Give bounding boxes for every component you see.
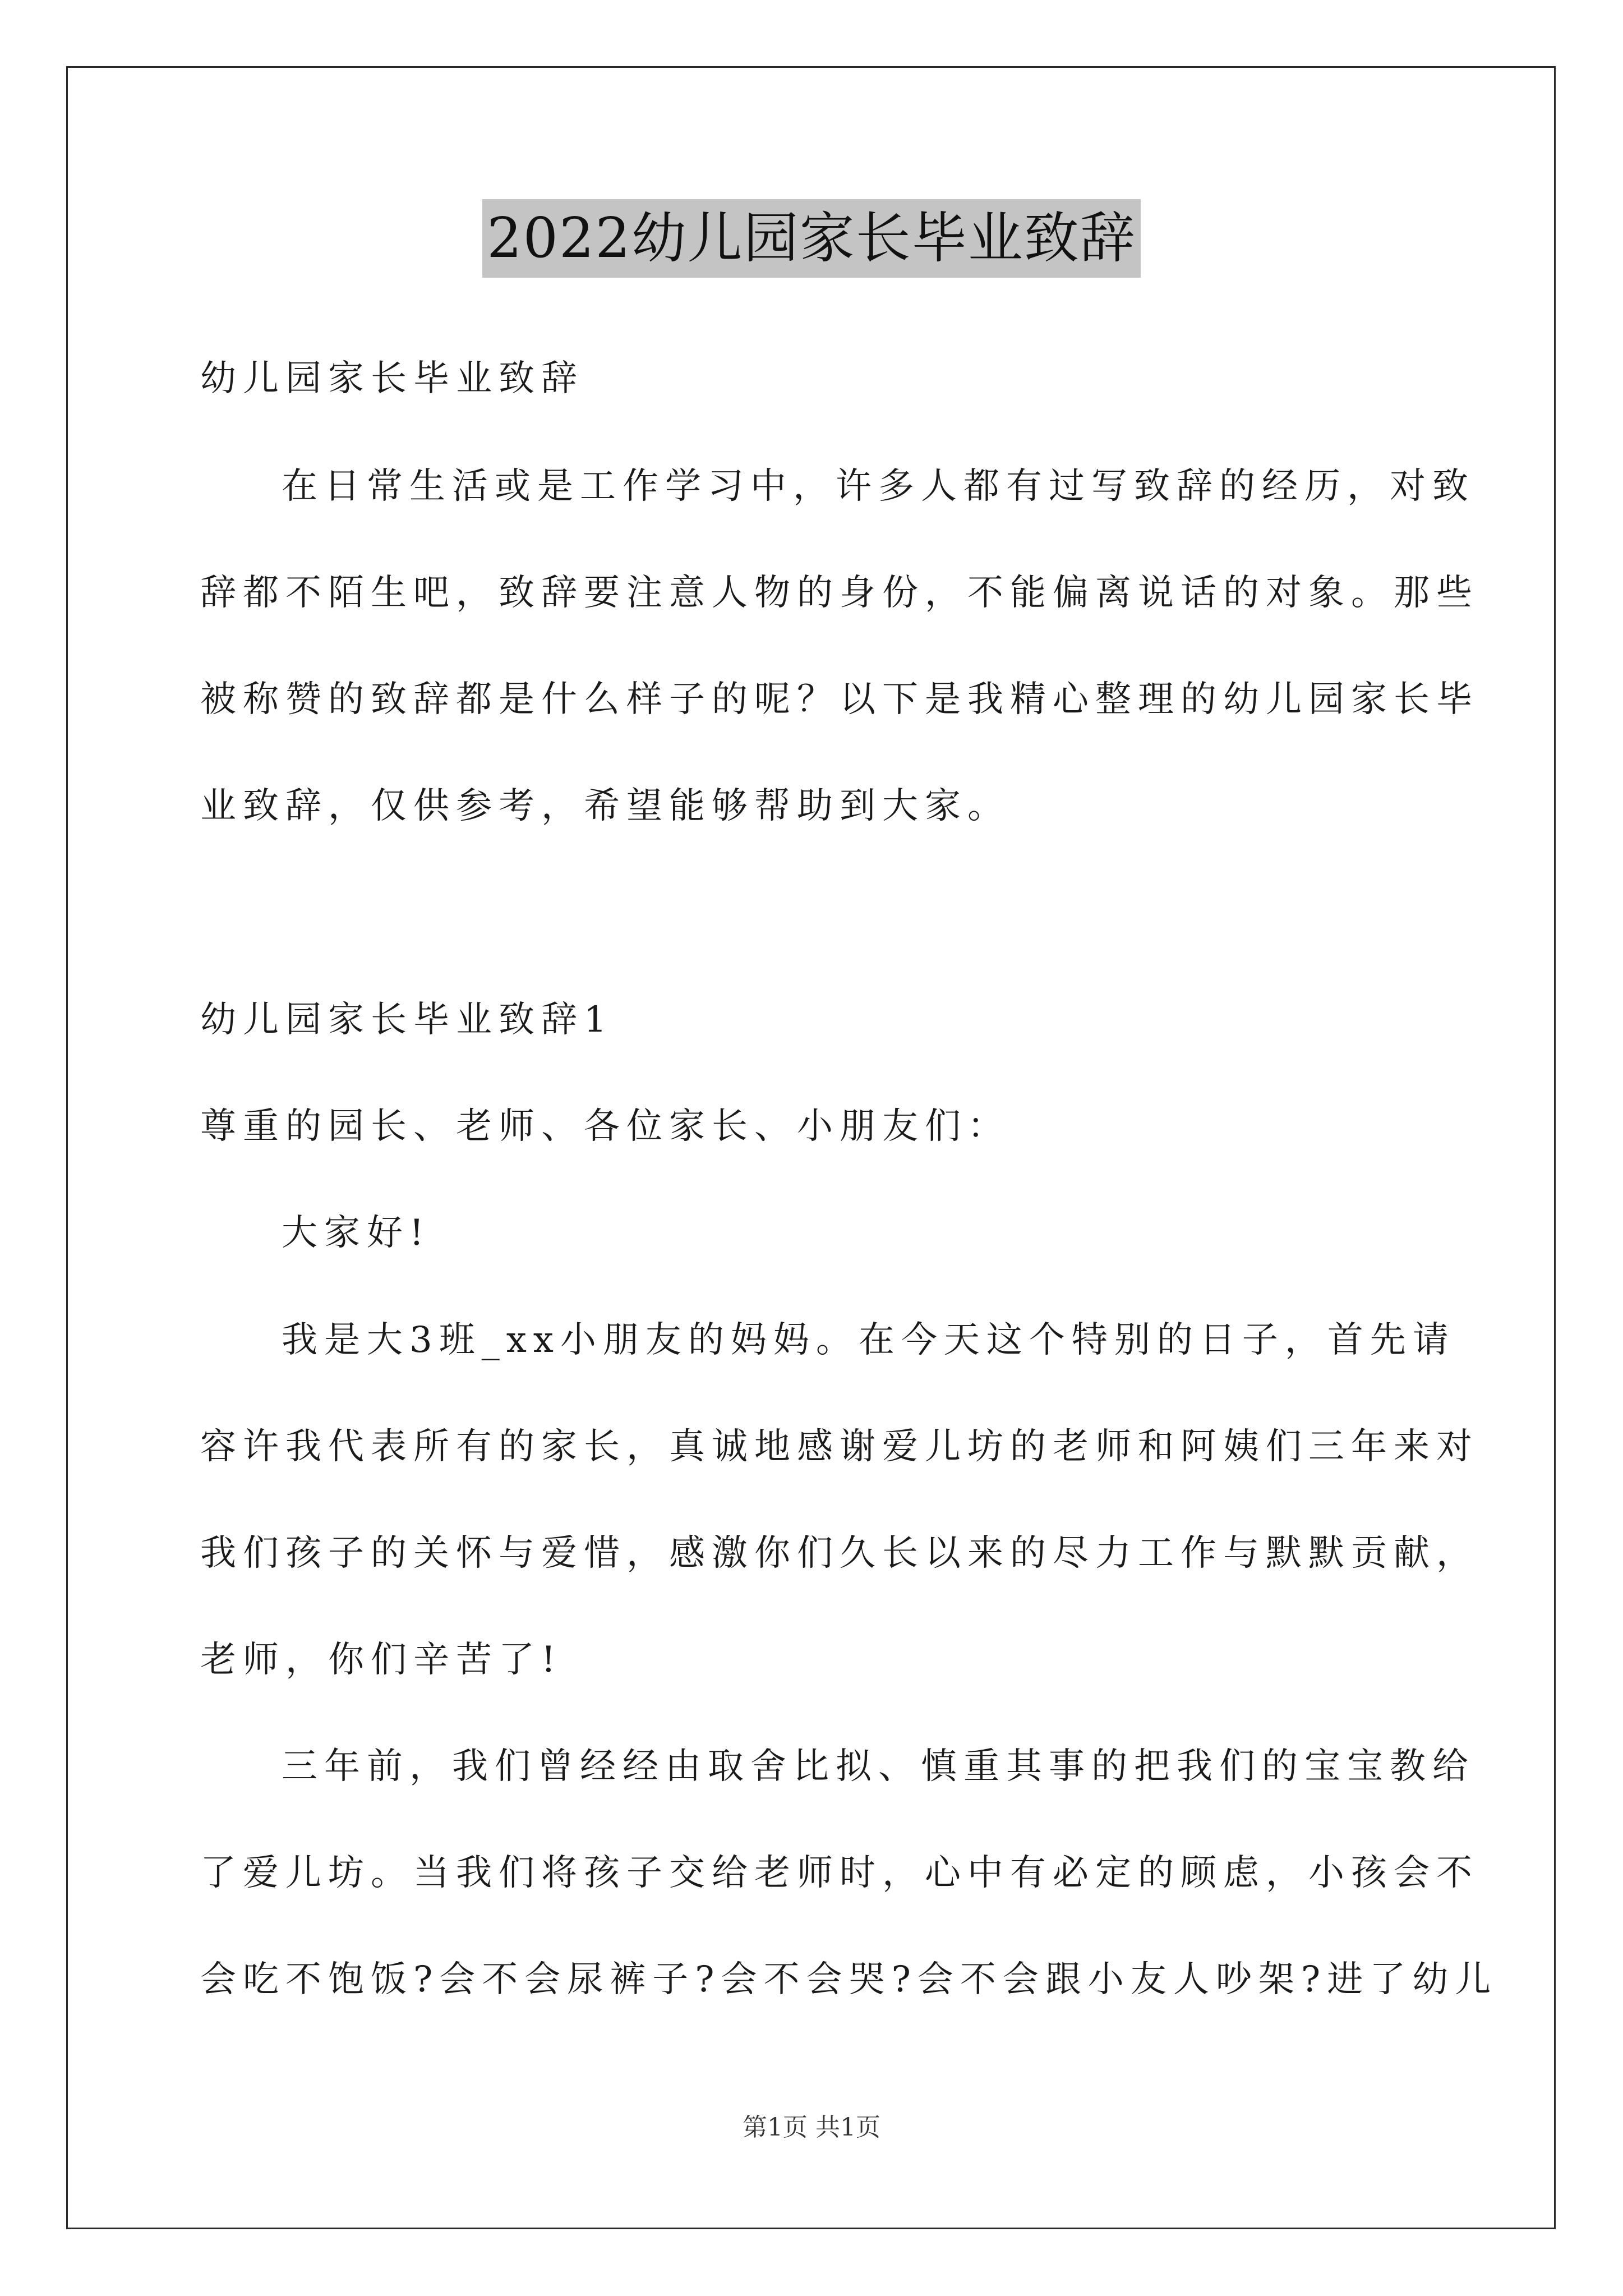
section-heading: 幼儿园家长毕业致辞1 bbox=[200, 999, 614, 1041]
paragraph-line: 会吃不饱饭?会不会尿裤子?会不会哭?会不会跟小友人吵架?进了幼儿 bbox=[200, 1959, 1498, 2000]
greeting: 大家好! bbox=[282, 1212, 431, 1254]
title-container bbox=[0, 199, 1623, 278]
paragraph-line: 业致辞，仅供参考，希望能够帮助到大家。 bbox=[200, 785, 1010, 827]
paragraph-line: 三年前，我们曾经经由取舍比拟、慎重其事的把我们的宝宝教给 bbox=[282, 1746, 1475, 1787]
subtitle: 幼儿园家长毕业致辞 bbox=[200, 358, 584, 399]
paragraph-line: 容许我代表所有的家长，真诚地感谢爱儿坊的老师和阿姨们三年来对 bbox=[200, 1426, 1479, 1467]
paragraph-line: 我们孩子的关怀与爱惜，感激你们久长以来的尽力工作与默默贡献， bbox=[200, 1533, 1479, 1574]
page-footer: 第1页 共1页 bbox=[743, 2113, 880, 2142]
paragraph-line: 在日常生活或是工作学习中，许多人都有过写致辞的经历，对致 bbox=[282, 466, 1475, 507]
paragraph-line: 了爱儿坊。当我们将孩子交给老师时，心中有必定的顾虑，小孩会不 bbox=[200, 1852, 1479, 1894]
salutation: 尊重的园长、老师、各位家长、小朋友们： bbox=[200, 1106, 1010, 1147]
paragraph-line: 被称赞的致辞都是什么样子的呢？以下是我精心整理的幼儿园家长毕 bbox=[200, 679, 1479, 720]
paragraph-line: 我是大3班_xx小朋友的妈妈。在今天这个特别的日子，首先请 bbox=[282, 1319, 1455, 1361]
paragraph-line: 老师，你们辛苦了! bbox=[200, 1639, 562, 1681]
document-title: 2022幼儿园家长毕业致辞 bbox=[482, 199, 1140, 278]
paragraph-line: 辞都不陌生吧，致辞要注意人物的身份，不能偏离说话的对象。那些 bbox=[200, 572, 1479, 614]
